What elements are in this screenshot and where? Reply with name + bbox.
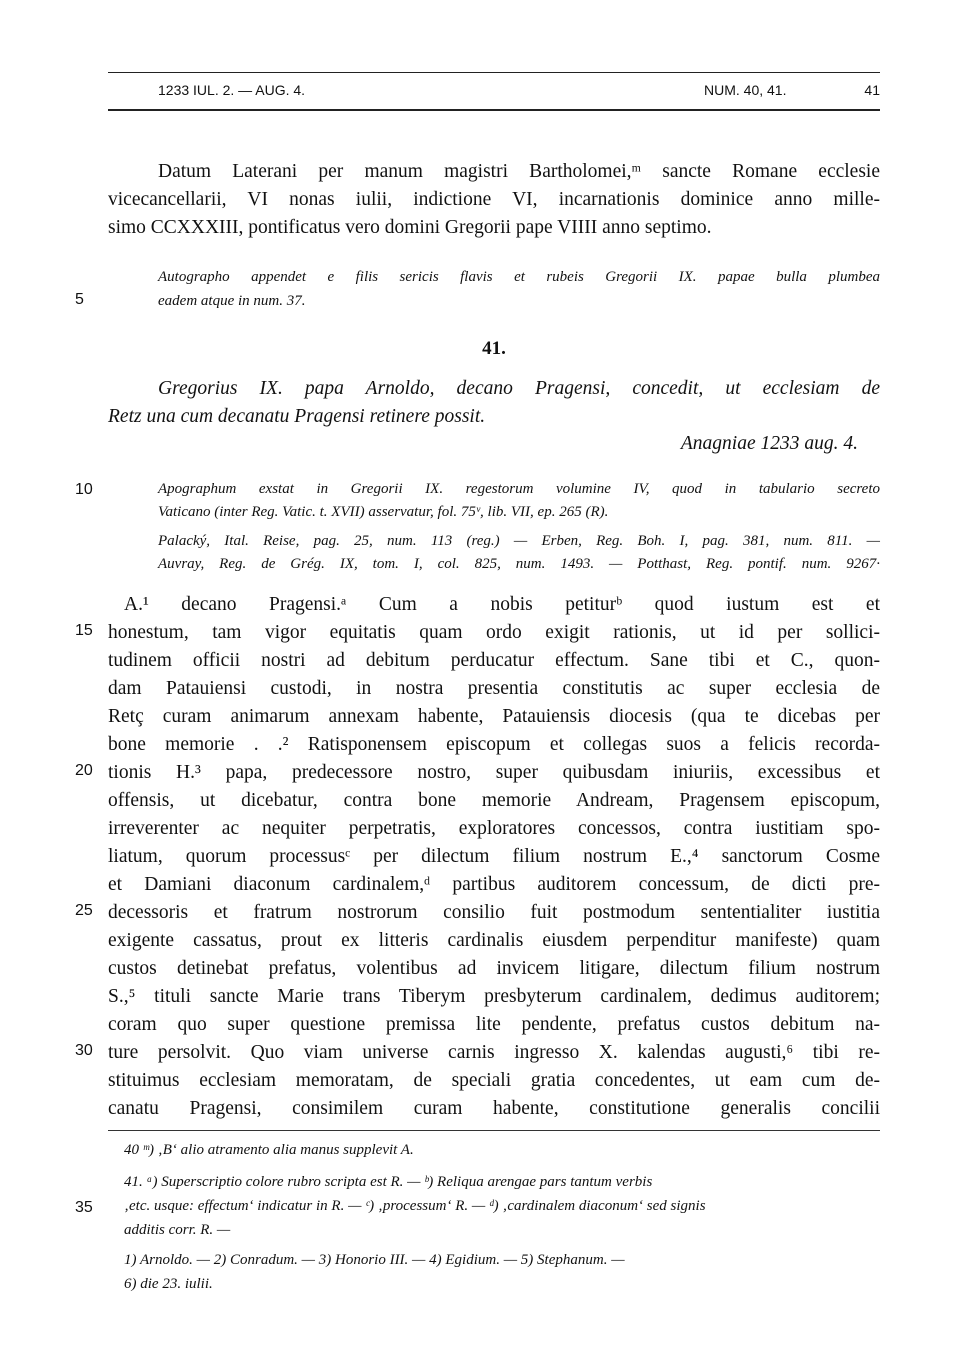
body-line-1: A.¹ decano Pragensi.ᵃ Cum a nobis petiturᵇ quod iustum est et — [124, 594, 880, 615]
footnote-41-line-2: ‚etc. usque: effectum‘ indicatur in R. — ᶜ) ‚processum‘ R. — ᵈ) ‚cardinalem diaconum‘ sed signis — [124, 1198, 706, 1214]
body-line-2: honestum, tam vigor equitatis quam ordo exigit rationis, ut id per sollici- — [108, 622, 880, 643]
body-line-6: bone memorie . .² Ratisponensem episcopum et collegas suos a felicis recorda- — [108, 734, 880, 755]
datum-line-1: Datum Laterani per manum magistri Bartholomei,ᵐ sancte Romane ecclesie — [158, 161, 880, 182]
datum-line-3: simo CCXXXIII, pontificatus vero domini Gregorii pape VIIII anno septimo. — [108, 217, 712, 238]
line-number-15: 15 — [75, 622, 93, 639]
body-line-18: stituimus ecclesiam memoratam, de speciali gratia concedentes, ut eam cum de- — [108, 1070, 880, 1091]
line-number-20: 20 — [75, 762, 93, 779]
body-line-7: tionis H.³ papa, predecessore nostro, super quibusdam iniuriis, excessibus et — [108, 762, 880, 783]
body-line-3: tudinem officii nostri ad debitum perducatur effectum. Sane tibi et C., quon- — [108, 650, 880, 671]
line-number-25: 25 — [75, 902, 93, 919]
summary-line-1: Gregorius IX. papa Arnoldo, decano Pragensi, concedit, ut ecclesiam de — [158, 378, 880, 399]
body-line-9: irreverenter ac nequiter perpetratis, exploratores concessos, contra iustitiam spo- — [108, 818, 880, 839]
header-date-range: 1233 IUL. 2. — AUG. 4. — [158, 82, 306, 98]
footnote-41-line-3: additis corr. R. — — [124, 1222, 231, 1238]
line-number-35: 35 — [75, 1199, 93, 1216]
datum-line-2: vicecancellarii, VI nonas iulii, indictione VI, incarnationis dominice anno mille- — [108, 189, 880, 210]
body-line-4: dam Patauiensi custodi, in nostra presentia constitutis ac super ecclesia de — [108, 678, 880, 699]
body-line-15: S.,⁵ tituli sancte Marie trans Tiberym presbyterum cardinalem, dedimus auditorem; — [108, 986, 880, 1007]
body-line-5: Retç curam animarum annexam habente, Patauiensis diocesis (qua te dicebas per — [108, 706, 880, 727]
running-header — [108, 72, 880, 111]
page-number: 41 — [864, 82, 880, 98]
footnote-40: 40 ᵐ) ‚B‘ alio atramento alia manus supplevit A. — [124, 1142, 414, 1158]
body-line-8: offensis, ut dicebatur, contra bone memorie Andream, Pragensem episcopum, — [108, 790, 880, 811]
name-notes-line-2: 6) die 23. iulii. — [124, 1276, 213, 1292]
bibliography-line-2: Auvray, Reg. de Grég. IX, tom. I, col. 825, num. 1493. — Potthast, Reg. pontif. num. 9267· — [158, 556, 880, 572]
footnote-41-line-1: 41. ᵃ) Superscriptio colore rubro scripta est R. — ᵇ) Reliqua arengae pars tantum verbis — [124, 1174, 653, 1190]
place-and-date: Anagniae 1233 aug. 4. — [680, 433, 858, 454]
header-document-numbers: NUM. 40, 41. — [704, 82, 787, 98]
body-line-13: exigente cassatus, prout ex litteris cardinalis eiusdem perpenditur manifeste) quam — [108, 930, 880, 951]
apographum-line-1: Apographum exstat in Gregorii IX. regestorum volumine IV, quod in tabulario secreto — [158, 481, 880, 497]
document-number: 41. — [482, 338, 506, 359]
autographo-line-1: Autographo appendet e filis sericis flavis et rubeis Gregorii IX. papae bulla plumbea — [158, 269, 880, 285]
body-line-16: coram quo super questione premissa lite pendente, prefatus custos debitum na- — [108, 1014, 880, 1035]
line-number-10: 10 — [75, 481, 93, 498]
autographo-line-2: eadem atque in num. 37. — [158, 293, 306, 309]
line-number-30: 30 — [75, 1042, 93, 1059]
bibliography-line-1: Palacký, Ital. Reise, pag. 25, num. 113 (reg.) — Erben, Reg. Boh. I, pag. 381, num. 811. — — [158, 533, 880, 549]
footnote-divider — [108, 1130, 880, 1131]
body-line-12: decessoris et fratrum nostrorum consilio fuit postmodum sententialiter iustitia — [108, 902, 880, 923]
body-line-11: et Damiani diaconum cardinalem,ᵈ partibus auditorem concessum, de dicti pre- — [108, 874, 880, 895]
body-line-10: liatum, quorum processusᶜ per dilectum filium nostrum E.,⁴ sanctorum Cosme — [108, 846, 880, 867]
name-notes-line-1: 1) Arnoldo. — 2) Conradum. — 3) Honorio III. — 4) Egidium. — 5) Stephanum. — — [124, 1252, 625, 1268]
body-line-14: custos detinebat prefatus, volentibus ad invicem litigare, dilectum filium nostrum — [108, 958, 880, 979]
apographum-line-2: Vaticano (inter Reg. Vatic. t. XVII) asservatur, fol. 75ᵛ, lib. VII, ep. 265 (R). — [158, 504, 609, 520]
body-line-17: ture persolvit. Quo viam universe carnis ingresso X. kalendas augusti,⁶ tibi re- — [108, 1042, 880, 1063]
summary-line-2: Retz una cum decanatu Pragensi retinere possit. — [108, 406, 486, 427]
line-number-5: 5 — [75, 291, 84, 308]
body-line-19: canatu Pragensi, consimilem curam habente, constitutione generalis concilii — [108, 1098, 880, 1119]
